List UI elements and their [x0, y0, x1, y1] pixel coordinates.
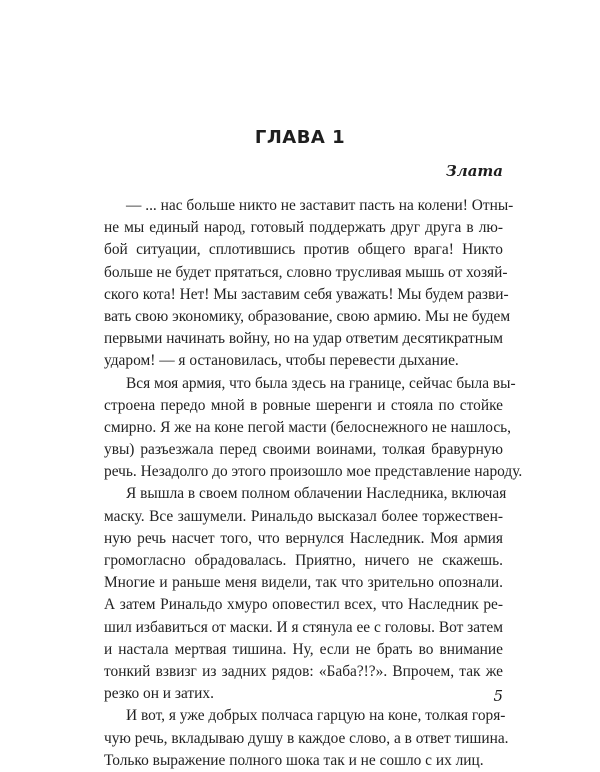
text-line: Я вышла в своем полном облачении Наследника, включая — [126, 485, 507, 503]
text-line: резко он и затих. — [104, 685, 214, 703]
text-line: И вот, я уже добрых полчаса гарцую на коне, толкая горя- — [126, 707, 506, 725]
text-line: увы) разъезжала перед своими воинами, толкая бравурную — [104, 441, 503, 459]
text-line: бой ситуации, сплотившись против общего врага! Никто — [104, 241, 503, 259]
text-line: маску. Все зашумели. Ринальдо высказал более торжествен- — [104, 507, 503, 525]
text-line: ударом! — я остановилась, чтобы перевести дыхание. — [104, 352, 459, 370]
pov-character-name: Злата — [445, 162, 503, 180]
text-line: речь. Незадолго до этого произошло мое представление народу. — [104, 463, 523, 481]
text-line: Только выражение полного шока так и не сошло с их лиц. — [104, 751, 484, 769]
text-line: тонкий взвизг из задних рядов: «Баба?!?». Впрочем, так же — [104, 662, 503, 680]
text-line: вать свою экономику, образование, свою армию. Мы не будем — [104, 307, 511, 325]
text-line: ную речь насчет того, что вернулся Наследник. Моя армия — [104, 529, 503, 547]
text-line: ского кота! Нет! Мы заставим себя уважать! Мы будем разви- — [104, 285, 509, 303]
paragraph — [104, 373, 523, 484]
paragraph — [104, 483, 507, 705]
paragraph — [104, 705, 509, 772]
chapter-title: ГЛАВА 1 — [254, 127, 346, 148]
text-line: громогласно обрадовалась. Приятно, ничего не скажешь. — [104, 552, 503, 569]
paragraph — [104, 195, 514, 373]
body-text — [104, 195, 523, 772]
text-line: — ... нас больше никто не заставит пасть на колени! Отны- — [126, 197, 514, 214]
text-line: и настала мертвая тишина. Ну, если не брать во внимание — [104, 640, 503, 658]
text-line: смирно. Я же на коне пегой масти (белоснежного не нашлось, — [104, 418, 512, 436]
text-line: строена передо мной в ровные шеренги и стояла по стойке — [104, 396, 503, 414]
text-line: А затем Ринальдо хмуро оповестил всех, что Наследник ре- — [104, 596, 503, 614]
text-line: больше не будет прятаться, словно трусливая мышь от хозяй- — [104, 263, 508, 281]
page-number: 5 — [493, 687, 503, 705]
text-line: первыми начинать войну, но на удар ответим десятикратным — [104, 330, 504, 348]
text-line: не мы единый народ, готовый поддержать друг друга в лю- — [104, 219, 503, 237]
text-line: Вся моя армия, что была здесь на границе, сейчас была вы- — [126, 374, 516, 392]
text-line: чую речь, вкладываю душу в каждое слово, а в ответ тишина. — [104, 729, 509, 747]
text-line: шил избавиться от маски. И я стянула ее с головы. Вот затем — [104, 618, 503, 636]
text-line: Многие и раньше меня видели, так что зрительно опознали. — [104, 574, 503, 592]
